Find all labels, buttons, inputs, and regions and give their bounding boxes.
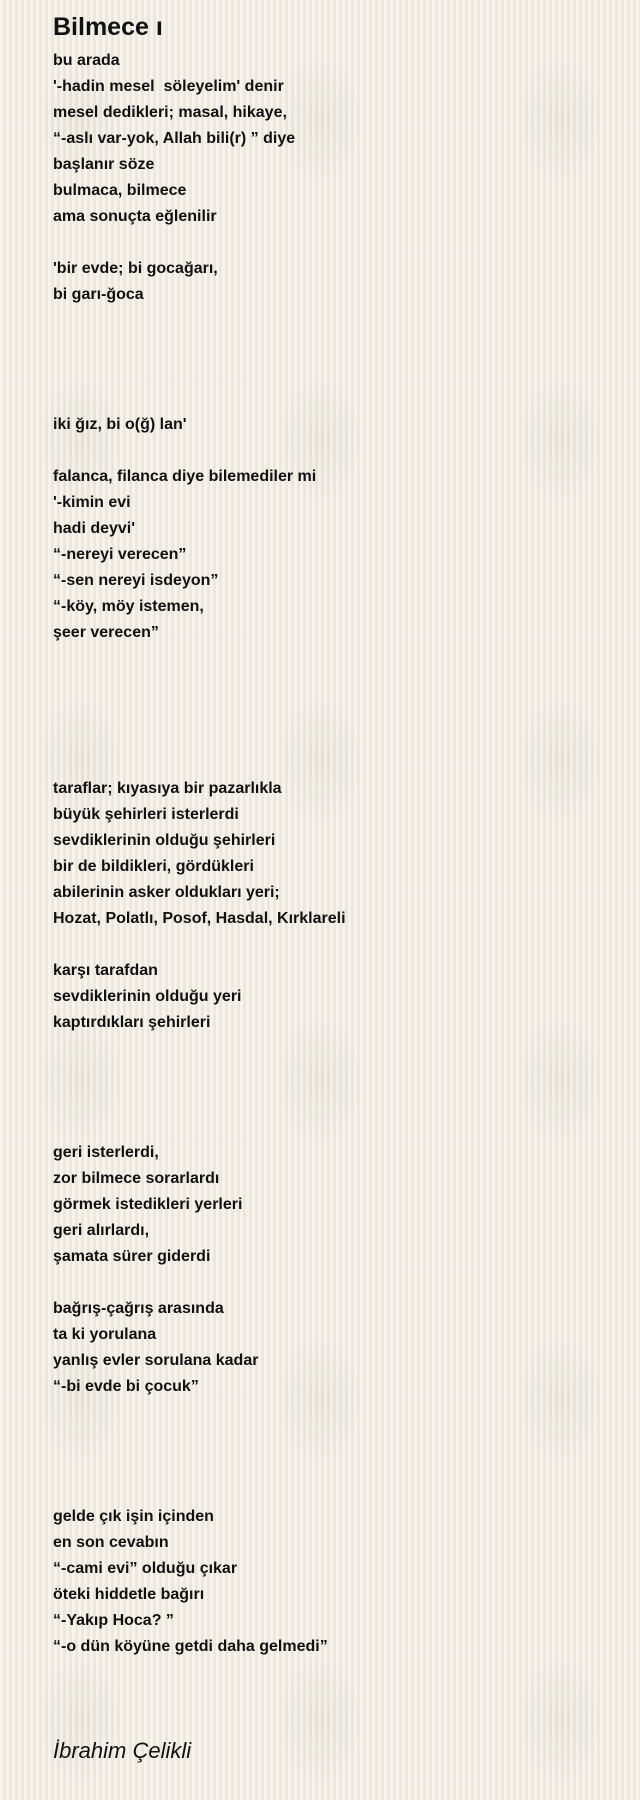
stanza-gap [53,1426,613,1452]
stanza-gap [53,1478,613,1504]
stanza-gap [53,360,613,386]
poem-line: “-aslı var-yok, Allah bili(r) ” diye [53,130,296,147]
stanza-gap [53,1088,613,1114]
poem-line: falanca, filanca diye bilemediler mi [53,468,317,485]
poem-line: ama sonuçta eğlenilir [53,208,217,225]
poem-line: “-nereyi verecen” [53,546,187,563]
poem-line: bi garı-ğoca [53,286,144,303]
poem-line: geri alırlardı, [53,1222,150,1239]
poem-line: ta ki yorulana [53,1326,157,1343]
poem-line: şamata sürer giderdi [53,1248,211,1265]
poem-line: “-o dün köyüne getdi daha gelmedi” [53,1638,328,1655]
poem-line: bir de bildikleri, gördükleri [53,858,254,875]
poem-line: '-hadin mesel söleyelim' denir [53,78,284,95]
poem-line: “-bi evde bi çocuk” [53,1378,199,1395]
poem-line: görmek istedikleri yerleri [53,1196,243,1213]
poem-line: şeer verecen” [53,624,159,641]
stanza-gap [53,1400,613,1426]
poem-author: İbrahim Çelikli [53,1738,192,1763]
poem-line: '-kimin evi [53,494,131,511]
poem-line: gelde çık işin içinden [53,1508,214,1525]
poem-line: en son cevabın [53,1534,169,1551]
stanza-gap [53,932,613,958]
poem-line: başlanır söze [53,156,155,173]
stanza-gap [53,386,613,412]
poem-line: “-köy, möy istemen, [53,598,204,615]
poem-line: zor bilmece sorarlardı [53,1170,220,1187]
poem-line: sevdiklerinin olduğu şehirleri [53,832,276,849]
poem-line: bağrış-çağrış arasında [53,1300,224,1317]
poem-line: bulmaca, bilmece [53,182,187,199]
stanza-gap [53,1452,613,1478]
poem-line: 'bir evde; bi gocağarı, [53,260,218,277]
poem-line: geri isterlerdi, [53,1144,159,1161]
stanza-gap [53,1270,613,1296]
poem-line: “-cami evi” olduğu çıkar [53,1560,238,1577]
stanza-gap [53,698,613,724]
poem-line: sevdiklerinin olduğu yeri [53,988,242,1005]
poem-line: yanlış evler sorulana kadar [53,1352,259,1369]
poem-line: Hozat, Polatlı, Posof, Hasdal, Kırklareli [53,910,346,927]
poem-line: “-Yakıp Hoca? ” [53,1612,174,1629]
poem-line: bu arada [53,52,120,69]
stanza-gap [53,308,613,334]
poem-line: iki ğız, bi o(ğ) lan' [53,416,187,433]
poem-line: abilerinin asker oldukları yeri; [53,884,280,901]
poem-title: Bilmece ı [53,13,163,41]
poem-line: taraflar; kıyasıya bir pazarlıkla [53,780,282,797]
stanza-gap [53,1036,613,1062]
poem-line: kaptırdıkları şehirleri [53,1014,211,1031]
stanza-gap [53,724,613,750]
poem-container [53,12,613,1660]
poem-line: hadi deyvi' [53,520,136,537]
poem-body [53,48,613,1660]
stanza-gap [53,646,613,672]
stanza-gap [53,672,613,698]
poem-line: “-sen nereyi isdeyon” [53,572,219,589]
poem-line: karşı tarafdan [53,962,158,979]
stanza-gap [53,750,613,776]
stanza-gap [53,1062,613,1088]
stanza-gap [53,230,613,256]
poem-line: büyük şehirleri isterlerdi [53,806,239,823]
poem-line: mesel dedikleri; masal, hikaye, [53,104,287,121]
stanza-gap [53,1114,613,1140]
poem-line: öteki hiddetle bağırı [53,1586,205,1603]
stanza-gap [53,438,613,464]
stanza-gap [53,334,613,360]
